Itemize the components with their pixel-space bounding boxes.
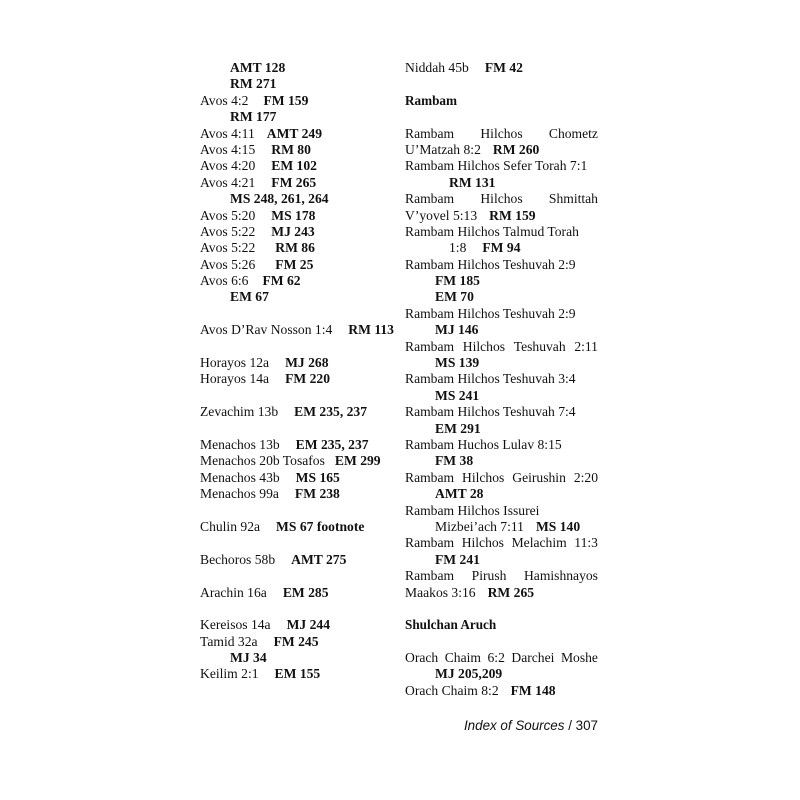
source-citation: Avos 5:20 — [200, 207, 256, 223]
index-entry — [200, 109, 390, 125]
index-entry — [200, 470, 390, 486]
source-citation: Avos 4:11 — [200, 125, 255, 141]
entry-word: 2:11 — [574, 338, 598, 354]
index-entry — [405, 404, 598, 420]
entry-word: Shmittah — [548, 191, 598, 207]
blank-line — [200, 388, 390, 404]
entry-word: Rambam — [405, 338, 455, 354]
source-citation: Rambam Hilchos Teshuvah 2:9 — [405, 305, 576, 321]
book-page-reference: FM 185 — [435, 273, 480, 289]
source-citation: Arachin 16a — [200, 584, 267, 600]
book-page-reference: AMT 275 — [291, 551, 347, 567]
index-entry — [405, 322, 598, 338]
entry-word: Hilchos — [480, 125, 523, 141]
blank-line — [200, 568, 390, 584]
book-page-reference: FM 159 — [263, 92, 309, 108]
entry-word: Hilchos — [462, 469, 505, 485]
entry-word: Pirush — [471, 568, 507, 584]
entry-word: Rambam — [405, 469, 455, 485]
index-entry — [405, 519, 598, 535]
book-page-reference: MJ 268 — [285, 355, 329, 371]
book-page-reference: MS 248, 261, 264 — [230, 191, 329, 207]
book-page-reference: MJ 146 — [435, 322, 479, 338]
index-entry — [405, 208, 598, 224]
source-citation: Tamid 32a — [200, 633, 258, 649]
index-entry — [200, 585, 390, 601]
index-entry — [200, 175, 390, 191]
source-citation: Avos D’Rav Nosson 1:4 — [200, 322, 333, 338]
book-page-reference: RM 260 — [492, 141, 540, 157]
index-entry — [405, 552, 598, 568]
book-page-reference: MJ 34 — [230, 650, 267, 666]
entry-word: Orach — [405, 650, 439, 666]
book-page-reference: EM 291 — [435, 420, 481, 436]
book-page-reference: RM 86 — [275, 240, 315, 256]
entry-word: Chometz — [548, 125, 598, 141]
source-citation: Avos 5:26 — [200, 256, 256, 272]
index-entry — [200, 289, 390, 305]
index-entry — [200, 453, 390, 469]
index-entry — [405, 60, 598, 76]
blank-line — [200, 421, 390, 437]
entry-word: Hilchos — [462, 338, 506, 354]
running-footer — [400, 718, 598, 733]
source-citation: Niddah 45b — [405, 60, 469, 75]
index-entry-line — [405, 568, 598, 584]
blank-line — [200, 601, 390, 617]
index-entry — [200, 322, 394, 338]
index-entry — [405, 371, 598, 387]
entry-word: Rambam — [405, 568, 455, 584]
source-citation: Avos 5:22 — [200, 223, 256, 239]
book-page-reference: EM 102 — [271, 158, 317, 174]
left-index-column — [200, 60, 394, 683]
entry-word: Hilchos — [461, 535, 504, 551]
blank-line — [405, 634, 598, 650]
index-entry-line — [405, 339, 598, 355]
source-citation: Avos 4:2 — [200, 92, 249, 108]
book-page-reference: EM 70 — [435, 289, 474, 305]
entry-word: Rambam — [405, 535, 455, 551]
index-entry — [405, 158, 598, 174]
index-entry-line — [405, 191, 598, 207]
source-citation: Menachos 43b — [200, 469, 280, 485]
book-page-reference: MS 67 footnote — [276, 518, 365, 534]
source-citation: Rambam Hilchos Teshuvah 7:4 — [405, 404, 576, 420]
entry-word: 6:2 — [487, 650, 505, 666]
index-entry-line — [405, 535, 598, 551]
book-page-reference: AMT 128 — [230, 60, 286, 75]
index-entry — [405, 289, 598, 305]
source-citation: Rambam Hilchos Sefer Torah 7:1 — [405, 158, 588, 174]
index-entry — [405, 355, 598, 371]
book-page-reference: MJ 244 — [286, 617, 331, 633]
book-page-reference: FM 220 — [285, 371, 331, 387]
source-citation: Avos 4:20 — [200, 158, 256, 174]
book-page-reference: EM 285 — [282, 584, 329, 600]
index-entry — [405, 453, 598, 469]
index-entry — [405, 224, 598, 240]
index-entry — [200, 224, 390, 240]
book-page-reference: FM 25 — [275, 256, 314, 272]
source-citation: Avos 6:6 — [200, 273, 249, 289]
book-page-reference: RM 131 — [449, 174, 496, 190]
book-page-reference: AMT 28 — [435, 486, 484, 502]
source-citation: Avos 4:15 — [200, 141, 256, 157]
book-page-reference: MS 165 — [295, 469, 340, 485]
index-entry — [200, 404, 390, 420]
blank-line — [200, 339, 390, 355]
blank-line — [200, 503, 390, 519]
index-entry — [200, 552, 390, 568]
book-page-reference: MS 241 — [435, 387, 480, 403]
index-entry — [200, 666, 390, 682]
blank-line — [405, 76, 598, 92]
source-citation: Kereisos 14a — [200, 617, 271, 633]
book-page-reference: MJ 205,209 — [435, 666, 503, 682]
source-citation: Rambam Huchos Lulav 8:15 — [405, 436, 562, 452]
source-citation: Mizbei’ach 7:11 — [435, 518, 524, 534]
entry-word: 2:20 — [573, 469, 598, 485]
source-citation: Keilim 2:1 — [200, 666, 259, 682]
source-citation: U’Matzah 8:2 — [405, 141, 481, 157]
index-entry — [405, 388, 598, 404]
book-page-reference: RM 271 — [230, 76, 277, 92]
source-citation: Orach Chaim 8:2 — [405, 682, 499, 698]
book-page-reference: FM 148 — [510, 682, 556, 698]
index-entry — [200, 273, 390, 289]
index-entry — [405, 437, 598, 453]
index-entry — [200, 93, 390, 109]
book-page-reference: RM 265 — [487, 584, 535, 600]
index-entry-line — [405, 470, 598, 486]
index-entry — [200, 617, 390, 633]
book-page-reference: EM 155 — [274, 666, 321, 682]
source-citation: 1:8 — [449, 240, 467, 256]
book-page-reference: FM 94 — [482, 240, 521, 256]
source-citation: Menachos 13b — [200, 436, 280, 452]
footer-title: Index of Sources — [463, 718, 565, 733]
blank-line — [200, 535, 390, 551]
entry-word: Hilchos — [480, 191, 523, 207]
book-page-reference: MS 178 — [271, 207, 316, 223]
source-citation: Rambam Hilchos Teshuvah 2:9 — [405, 256, 576, 272]
book-page-reference: EM 67 — [230, 289, 269, 305]
index-entry — [405, 175, 598, 191]
blank-line — [405, 601, 598, 617]
entry-word: Chaim — [444, 650, 481, 666]
source-citation: Menachos 20b Tosafos — [200, 453, 325, 469]
index-entry — [200, 355, 390, 371]
index-entry — [405, 421, 598, 437]
blank-line — [405, 109, 598, 125]
index-entry — [200, 158, 390, 174]
book-page-reference: EM 235, 237 — [294, 404, 368, 420]
book-page-reference: RM 159 — [489, 207, 536, 223]
book-page-reference: FM 42 — [484, 60, 523, 75]
entry-word: Teshuvah — [513, 338, 566, 354]
index-entry — [405, 503, 598, 519]
book-page-reference: FM 265 — [271, 174, 317, 190]
index-entry — [200, 650, 390, 666]
index-entry — [200, 208, 390, 224]
book-page-reference: MS 139 — [435, 355, 480, 371]
book-page-reference: AMT 249 — [266, 125, 323, 141]
index-entry — [200, 126, 390, 142]
index-entry — [405, 486, 598, 502]
blank-line — [200, 306, 390, 322]
source-citation: Maakos 3:16 — [405, 584, 476, 600]
entry-word: Rambam — [405, 125, 455, 141]
source-citation: Chulin 92a — [200, 518, 261, 534]
index-entry — [200, 257, 390, 273]
book-page-reference: FM 245 — [273, 633, 319, 649]
index-entry — [200, 486, 390, 502]
page-number: 307 — [575, 718, 598, 733]
entry-word: Moshe — [560, 650, 598, 666]
index-entry — [200, 634, 390, 650]
index-entry-line — [405, 126, 598, 142]
book-page-reference: MS 140 — [535, 518, 581, 534]
source-citation: V’yovel 5:13 — [405, 207, 478, 223]
book-page-reference: FM 62 — [262, 273, 301, 289]
index-entry — [200, 519, 390, 535]
right-index-column — [405, 60, 598, 699]
index-entry — [200, 191, 390, 207]
index-entry — [200, 60, 390, 76]
index-entry — [405, 666, 598, 682]
index-entry — [200, 240, 390, 256]
source-citation: Rambam Hilchos Teshuvah 3:4 — [405, 371, 576, 387]
book-page-reference: EM 299 — [334, 453, 381, 469]
index-entry — [405, 240, 598, 256]
book-page-reference: FM 238 — [294, 486, 340, 502]
index-entry — [200, 76, 390, 92]
index-entry — [405, 257, 598, 273]
entry-word: Darchei — [511, 650, 555, 666]
entry-word: Geirushin — [512, 469, 566, 485]
source-citation: Horayos 12a — [200, 355, 270, 371]
book-page-reference: FM 241 — [435, 551, 480, 567]
index-entry — [200, 371, 390, 387]
source-citation: Avos 5:22 — [200, 240, 256, 256]
index-entry — [200, 437, 390, 453]
footer-separator: / — [568, 718, 572, 733]
index-entry-line — [405, 650, 598, 666]
book-page-reference: RM 177 — [230, 109, 277, 125]
source-citation: Rambam Hilchos Talmud Torah — [405, 223, 579, 239]
index-entry — [200, 142, 390, 158]
section-heading: Rambam — [405, 92, 458, 108]
index-entry — [405, 683, 598, 699]
index-entry — [405, 585, 598, 601]
book-page-reference: FM 38 — [435, 453, 474, 469]
source-citation: Bechoros 58b — [200, 551, 276, 567]
section-heading: Shulchan Aruch — [405, 617, 497, 633]
entry-word: Hamishnayos — [523, 568, 598, 584]
source-citation: Menachos 99a — [200, 486, 279, 502]
index-entry — [405, 273, 598, 289]
index-entry — [405, 306, 598, 322]
book-page-reference: RM 113 — [348, 322, 394, 338]
entry-word: Rambam — [405, 191, 455, 207]
book-page-reference: MJ 243 — [271, 223, 315, 239]
book-page-reference: RM 80 — [271, 141, 311, 157]
source-citation: Zevachim 13b — [200, 404, 279, 420]
source-citation: Rambam Hilchos Issurei — [405, 502, 540, 518]
entry-word: Melachim — [511, 535, 567, 551]
source-citation: Avos 4:21 — [200, 174, 256, 190]
book-page-reference: EM 235, 237 — [295, 436, 369, 452]
entry-word: 11:3 — [574, 535, 598, 551]
source-citation: Horayos 14a — [200, 371, 270, 387]
index-entry — [405, 142, 598, 158]
